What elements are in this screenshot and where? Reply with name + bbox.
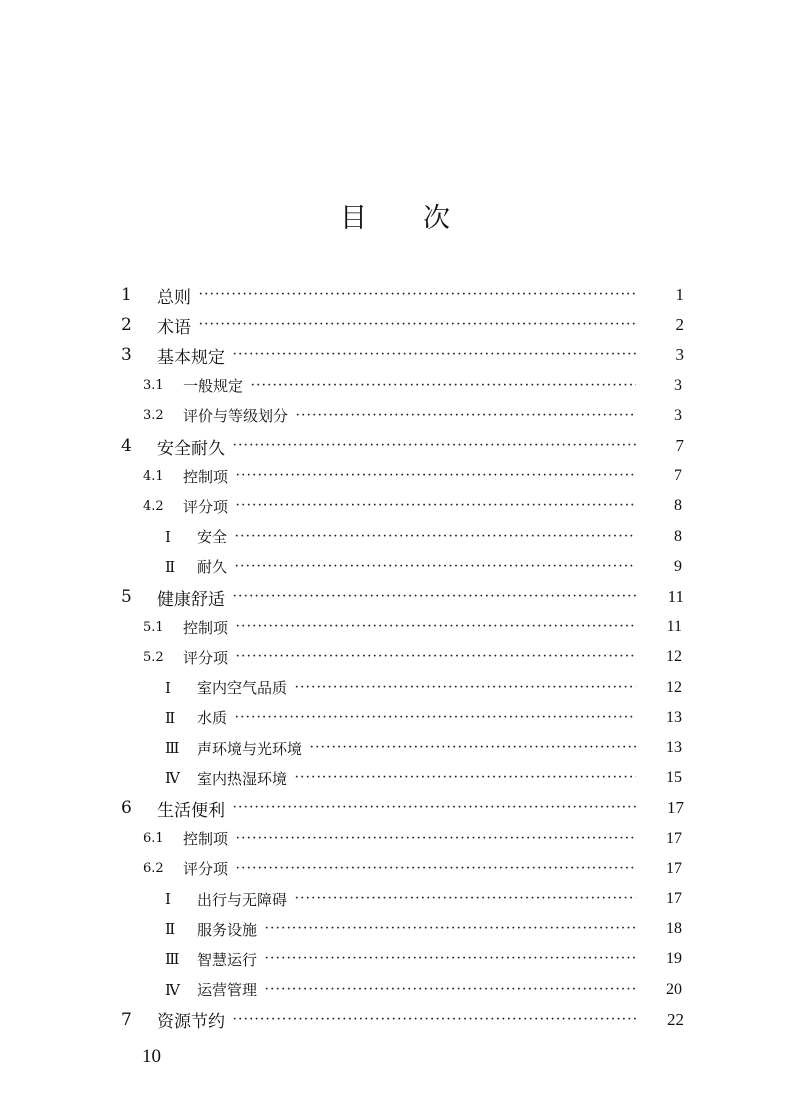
toc-entry[interactable] <box>0 612 790 642</box>
toc-entry-title: 控制项 <box>183 618 229 637</box>
toc-entry[interactable] <box>0 491 790 521</box>
toc-entry-page: 8 <box>674 527 682 545</box>
toc-dot-leader <box>310 733 636 763</box>
toc-dot-leader <box>265 975 636 1005</box>
toc-entry-title: 控制项 <box>183 467 229 486</box>
toc-entry[interactable] <box>0 371 790 401</box>
toc-entry-title: 一般规定 <box>183 377 244 396</box>
toc-entry-page: 13 <box>666 708 682 726</box>
toc-entry-page: 11 <box>667 587 684 606</box>
toc-dot-leader <box>236 642 636 672</box>
toc-entry-number: Ⅱ <box>165 708 176 727</box>
toc-entry[interactable] <box>0 824 790 854</box>
toc-entry[interactable] <box>0 914 790 944</box>
toc-entry-title: 水质 <box>197 709 228 728</box>
toc-entry-number: Ⅰ <box>165 527 171 546</box>
toc-entry-title: 生活便利 <box>157 800 225 821</box>
toc-dot-leader <box>233 340 638 370</box>
toc-entry-title: 评分项 <box>183 497 229 516</box>
toc-dot-leader <box>235 552 636 582</box>
toc-entry-title: 健康舒适 <box>157 589 225 610</box>
toc-entry-number: 4.2 <box>143 498 164 514</box>
toc-entry[interactable] <box>0 944 790 974</box>
page-number: 10 <box>142 1046 161 1067</box>
toc-dot-leader <box>236 854 636 884</box>
toc-entry-page: 8 <box>674 497 682 515</box>
toc-entry[interactable] <box>0 552 790 582</box>
toc-entry[interactable] <box>0 582 790 612</box>
toc-entry[interactable] <box>0 884 790 914</box>
toc-entry-number: Ⅲ <box>165 950 180 969</box>
toc-entry[interactable] <box>0 673 790 703</box>
toc-entry-title: 安全 <box>197 528 228 547</box>
toc-entry-page: 7 <box>674 467 682 485</box>
toc-entry-page: 1 <box>675 285 684 304</box>
toc-entry-title: 服务设施 <box>197 920 258 939</box>
toc-entry-title: 室内热湿环境 <box>197 769 288 788</box>
toc-entry[interactable] <box>0 280 790 310</box>
toc-entry-number: Ⅳ <box>165 769 180 788</box>
toc-entry[interactable] <box>0 733 790 763</box>
toc-entry-number: 3 <box>121 345 132 366</box>
toc-dot-leader <box>236 491 636 521</box>
toc-entry-page: 11 <box>666 618 682 636</box>
toc-dot-leader <box>233 582 638 612</box>
toc-dot-leader <box>236 461 636 491</box>
toc-entry-number: Ⅳ <box>165 980 180 999</box>
toc-entry-page: 3 <box>674 376 682 394</box>
toc-entry-title: 术语 <box>157 317 191 338</box>
toc-entry-title: 室内空气品质 <box>197 679 288 698</box>
toc-entry-number: 6.2 <box>143 861 164 877</box>
toc-dot-leader <box>251 371 636 401</box>
toc-entry[interactable] <box>0 642 790 672</box>
toc-entry-title: 基本规定 <box>157 347 225 368</box>
toc-entry-page: 12 <box>666 678 682 696</box>
toc-dot-leader <box>296 401 636 431</box>
toc-entry[interactable] <box>0 310 790 340</box>
toc-entry-number: 4 <box>121 436 132 456</box>
toc-dot-leader <box>233 793 638 823</box>
toc-entry-title: 出行与无障碍 <box>197 890 288 909</box>
toc-entry-title: 总则 <box>157 287 191 308</box>
toc-entry-number: 2 <box>121 315 132 336</box>
toc-title-second-char: 次 <box>423 203 450 234</box>
toc-entry-number: 3.1 <box>143 378 164 394</box>
toc-entry-page: 13 <box>666 739 682 756</box>
toc-entry-page: 2 <box>675 315 684 335</box>
toc-entry[interactable] <box>0 763 790 793</box>
toc-entry-number: 5.1 <box>143 619 164 635</box>
toc-entry-page: 17 <box>666 890 682 907</box>
toc-dot-leader <box>265 914 636 944</box>
toc-entry[interactable] <box>0 431 790 461</box>
toc-entry-title: 控制项 <box>183 830 229 849</box>
toc-entry[interactable] <box>0 1005 790 1035</box>
toc-entry-title: 评分项 <box>183 648 229 667</box>
toc-entry-title: 运营管理 <box>197 981 258 1000</box>
toc-entry-number: Ⅱ <box>165 920 176 939</box>
toc-entry[interactable] <box>0 854 790 884</box>
toc-dot-leader <box>199 310 638 340</box>
toc-entry-number: Ⅰ <box>165 890 171 908</box>
toc-dot-leader <box>233 1005 638 1035</box>
toc-dot-leader <box>295 884 636 914</box>
toc-dot-leader <box>235 703 636 733</box>
toc-entry-page: 7 <box>675 436 684 455</box>
toc-entry-title: 声环境与光环境 <box>197 739 303 758</box>
toc-entry-number: 7 <box>121 1009 132 1030</box>
toc-entry-page: 17 <box>666 829 682 847</box>
toc-dot-leader <box>295 673 636 703</box>
toc-dot-leader <box>236 824 636 854</box>
toc-entry-page: 19 <box>666 950 682 968</box>
toc-entry[interactable] <box>0 401 790 431</box>
toc-entry-title: 智慧运行 <box>197 950 258 969</box>
toc-entry[interactable] <box>0 522 790 552</box>
toc-entry-title: 安全耐久 <box>157 438 225 459</box>
toc-entry-number: 4.1 <box>143 468 164 484</box>
toc-entry[interactable] <box>0 793 790 823</box>
toc-entry-number: 5.2 <box>143 649 164 665</box>
toc-entry-number: 6.1 <box>143 831 164 847</box>
toc-dot-leader <box>295 763 636 793</box>
toc-title <box>0 196 790 235</box>
toc-dot-leader <box>199 280 638 310</box>
toc-entry-title: 评价与等级划分 <box>183 407 289 426</box>
toc-entry-title: 评分项 <box>183 860 229 879</box>
toc-entry-title: 资源节约 <box>157 1012 225 1033</box>
toc-entry[interactable] <box>0 975 790 1005</box>
toc-entry-page: 3 <box>675 345 684 365</box>
toc-entry[interactable] <box>0 340 790 370</box>
toc-title-first-char: 目 <box>340 203 367 234</box>
toc-dot-leader <box>236 612 636 642</box>
toc-entry-number: Ⅱ <box>165 557 176 576</box>
toc-entry-page: 15 <box>666 769 682 787</box>
toc-entry-number: Ⅲ <box>165 739 180 757</box>
toc-entry-page: 3 <box>674 406 682 424</box>
toc-dot-leader <box>233 431 638 461</box>
toc-entry-number: 3.2 <box>143 408 164 424</box>
toc-entry-number: 6 <box>121 798 132 819</box>
toc-entry-number: 5 <box>121 587 132 607</box>
toc-entry-page: 17 <box>667 798 684 818</box>
toc-entry-page: 17 <box>666 859 682 877</box>
toc-dot-leader <box>235 522 636 552</box>
toc-entry-title: 耐久 <box>197 558 228 577</box>
toc-entry-number: 1 <box>121 285 132 305</box>
toc-entry[interactable] <box>0 703 790 733</box>
toc-entry-page: 9 <box>674 557 682 575</box>
toc-entry-number: Ⅰ <box>165 678 171 697</box>
toc-entry-page: 12 <box>666 648 682 666</box>
toc-entry-page: 18 <box>666 920 682 938</box>
toc-entry[interactable] <box>0 461 790 491</box>
toc-entry-page: 22 <box>667 1009 684 1029</box>
toc-dot-leader <box>265 944 636 974</box>
toc-entry-page: 20 <box>666 980 682 998</box>
